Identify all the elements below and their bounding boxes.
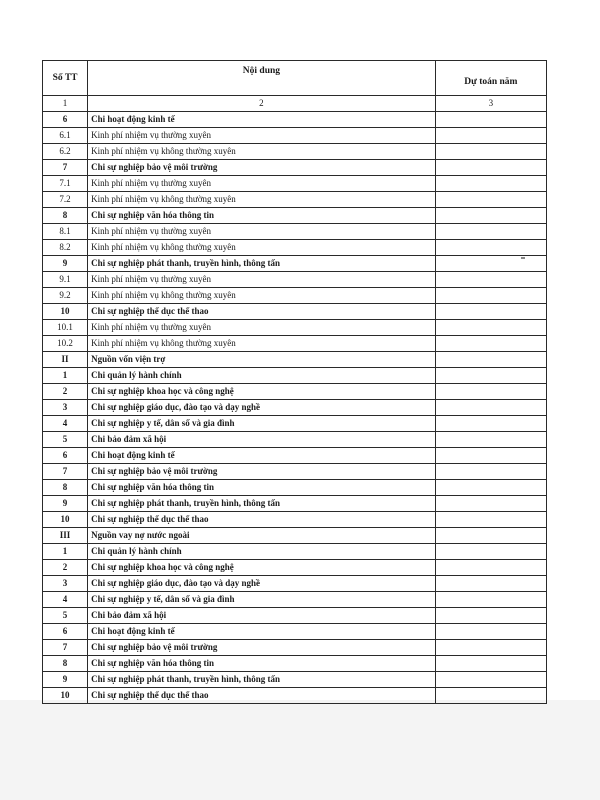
row-noi-dung: Chi sự nghiệp thể dục thể thao	[88, 304, 436, 320]
row-stt: 5	[43, 608, 88, 624]
row-noi-dung: Chi sự nghiệp khoa học và công nghệ	[88, 384, 436, 400]
row-stt: 6	[43, 112, 88, 128]
row-noi-dung: Chi sự nghiệp phát thanh, truyền hình, thông tấn	[88, 496, 436, 512]
header-noi-dung: Nội dung	[88, 61, 436, 96]
table-row	[43, 576, 547, 592]
row-du-toan	[435, 672, 546, 688]
row-stt: 8	[43, 208, 88, 224]
row-noi-dung: Chi sự nghiệp phát thanh, truyền hình, thông tấn	[88, 256, 436, 272]
row-noi-dung: Kinh phí nhiệm vụ thường xuyên	[88, 176, 436, 192]
row-noi-dung: Chi sự nghiệp y tế, dân số và gia đình	[88, 592, 436, 608]
table-row	[43, 144, 547, 160]
row-noi-dung: Kinh phí nhiệm vụ không thường xuyên	[88, 192, 436, 208]
row-stt: 2	[43, 560, 88, 576]
row-noi-dung: Kinh phí nhiệm vụ thường xuyên	[88, 272, 436, 288]
row-du-toan	[435, 336, 546, 352]
table-row	[43, 240, 547, 256]
table-row	[43, 352, 547, 368]
row-stt: 10.1	[43, 320, 88, 336]
row-stt: 10	[43, 304, 88, 320]
row-stt: 8	[43, 480, 88, 496]
table-row	[43, 208, 547, 224]
row-noi-dung: Chi sự nghiệp y tế, dân số và gia đình	[88, 416, 436, 432]
table-row	[43, 176, 547, 192]
row-stt: 7	[43, 640, 88, 656]
row-du-toan	[435, 192, 546, 208]
row-stt: 6.2	[43, 144, 88, 160]
row-noi-dung: Kinh phí nhiệm vụ thường xuyên	[88, 224, 436, 240]
row-noi-dung: Kinh phí nhiệm vụ thường xuyên	[88, 320, 436, 336]
row-stt: 10	[43, 688, 88, 704]
row-stt: 10	[43, 512, 88, 528]
row-du-toan	[435, 592, 546, 608]
row-noi-dung: Chi sự nghiệp thể dục thể thao	[88, 688, 436, 704]
row-stt: 7.1	[43, 176, 88, 192]
row-stt: 3	[43, 400, 88, 416]
row-stt: 1	[43, 544, 88, 560]
row-du-toan	[435, 464, 546, 480]
row-du-toan	[435, 560, 546, 576]
table-row	[43, 368, 547, 384]
row-noi-dung: Chi sự nghiệp văn hóa thông tin	[88, 208, 436, 224]
table-row	[43, 448, 547, 464]
row-noi-dung: Kinh phí nhiệm vụ không thường xuyên	[88, 288, 436, 304]
row-noi-dung: Kinh phí nhiệm vụ không thường xuyên	[88, 144, 436, 160]
table-row	[43, 320, 547, 336]
row-du-toan	[435, 256, 546, 272]
row-stt: 6	[43, 448, 88, 464]
row-du-toan	[435, 368, 546, 384]
row-du-toan	[435, 688, 546, 704]
row-noi-dung: Chi sự nghiệp văn hóa thông tin	[88, 656, 436, 672]
row-noi-dung: Chi hoạt động kinh tế	[88, 112, 436, 128]
table-row	[43, 336, 547, 352]
table-row	[43, 400, 547, 416]
table-row	[43, 688, 547, 704]
table-row	[43, 640, 547, 656]
row-du-toan	[435, 624, 546, 640]
row-noi-dung: Chi quản lý hành chính	[88, 544, 436, 560]
table-row	[43, 160, 547, 176]
row-noi-dung: Chi hoạt động kinh tế	[88, 624, 436, 640]
table-row	[43, 592, 547, 608]
row-du-toan	[435, 384, 546, 400]
row-stt: 3	[43, 576, 88, 592]
row-stt: 4	[43, 592, 88, 608]
row-du-toan	[435, 144, 546, 160]
row-stt: 2	[43, 384, 88, 400]
row-du-toan	[435, 656, 546, 672]
row-noi-dung: Chi sự nghiệp giáo dục, đào tạo và dạy nghề	[88, 400, 436, 416]
index-noi-dung: 2	[88, 96, 436, 112]
row-stt: 8	[43, 656, 88, 672]
row-stt: 9	[43, 256, 88, 272]
row-stt: 10.2	[43, 336, 88, 352]
row-du-toan	[435, 320, 546, 336]
row-stt: 7	[43, 464, 88, 480]
table-row	[43, 432, 547, 448]
row-noi-dung: Chi bảo đảm xã hội	[88, 608, 436, 624]
index-du-toan: 3	[435, 96, 546, 112]
row-stt: 9	[43, 672, 88, 688]
row-du-toan	[435, 416, 546, 432]
table-row	[43, 416, 547, 432]
row-stt: 9.1	[43, 272, 88, 288]
row-stt: 8.2	[43, 240, 88, 256]
table-row	[43, 304, 547, 320]
row-noi-dung: Kinh phí nhiệm vụ không thường xuyên	[88, 336, 436, 352]
table-row	[43, 624, 547, 640]
row-du-toan	[435, 576, 546, 592]
table-row	[43, 656, 547, 672]
row-noi-dung: Chi bảo đảm xã hội	[88, 432, 436, 448]
row-noi-dung: Chi sự nghiệp bảo vệ môi trường	[88, 160, 436, 176]
row-stt: 1	[43, 368, 88, 384]
row-noi-dung: Chi quản lý hành chính	[88, 368, 436, 384]
row-du-toan	[435, 304, 546, 320]
table-row	[43, 512, 547, 528]
row-du-toan	[435, 272, 546, 288]
row-stt: 4	[43, 416, 88, 432]
table-row	[43, 128, 547, 144]
row-stt: 8.1	[43, 224, 88, 240]
row-du-toan	[435, 528, 546, 544]
table-row	[43, 544, 547, 560]
table-row	[43, 384, 547, 400]
row-noi-dung: Chi sự nghiệp thể dục thể thao	[88, 512, 436, 528]
row-stt: 9.2	[43, 288, 88, 304]
row-stt: 6.1	[43, 128, 88, 144]
row-du-toan	[435, 208, 546, 224]
table-row	[43, 288, 547, 304]
table-row	[43, 256, 547, 272]
row-noi-dung: Chi sự nghiệp bảo vệ môi trường	[88, 464, 436, 480]
row-noi-dung: Chi sự nghiệp văn hóa thông tin	[88, 480, 436, 496]
table-row	[43, 112, 547, 128]
row-noi-dung: Chi hoạt động kinh tế	[88, 448, 436, 464]
row-stt: 5	[43, 432, 88, 448]
table-row	[43, 224, 547, 240]
row-stt: 7.2	[43, 192, 88, 208]
row-stt: 9	[43, 496, 88, 512]
header-du-toan: Dự toán năm	[435, 61, 546, 96]
row-noi-dung: Nguồn vốn viện trợ	[88, 352, 436, 368]
row-du-toan	[435, 288, 546, 304]
row-stt: III	[43, 528, 88, 544]
row-du-toan	[435, 640, 546, 656]
row-du-toan	[435, 400, 546, 416]
row-stt: II	[43, 352, 88, 368]
table-row	[43, 480, 547, 496]
table-row	[43, 192, 547, 208]
table-row	[43, 528, 547, 544]
row-du-toan	[435, 160, 546, 176]
row-noi-dung: Chi sự nghiệp bảo vệ môi trường	[88, 640, 436, 656]
row-du-toan	[435, 128, 546, 144]
row-stt: 7	[43, 160, 88, 176]
row-noi-dung: Kinh phí nhiệm vụ không thường xuyên	[88, 240, 436, 256]
scan-background	[0, 700, 600, 800]
row-du-toan	[435, 512, 546, 528]
row-du-toan	[435, 608, 546, 624]
row-noi-dung: Nguồn vay nợ nước ngoài	[88, 528, 436, 544]
row-noi-dung: Chi sự nghiệp giáo dục, đào tạo và dạy nghề	[88, 576, 436, 592]
row-du-toan	[435, 544, 546, 560]
index-stt: 1	[43, 96, 88, 112]
column-index-row	[43, 96, 547, 112]
header-row	[43, 61, 547, 96]
table-row	[43, 608, 547, 624]
table-row	[43, 464, 547, 480]
header-stt: Số TT	[43, 61, 88, 96]
table-row	[43, 272, 547, 288]
row-du-toan	[435, 480, 546, 496]
row-du-toan	[435, 448, 546, 464]
row-du-toan	[435, 432, 546, 448]
row-du-toan	[435, 352, 546, 368]
row-du-toan	[435, 112, 546, 128]
row-du-toan	[435, 496, 546, 512]
budget-table	[42, 60, 547, 704]
row-du-toan	[435, 240, 546, 256]
table-row	[43, 560, 547, 576]
row-noi-dung: Kinh phí nhiệm vụ thường xuyên	[88, 128, 436, 144]
row-du-toan	[435, 224, 546, 240]
row-stt: 6	[43, 624, 88, 640]
row-du-toan	[435, 176, 546, 192]
table-row	[43, 672, 547, 688]
table-row	[43, 496, 547, 512]
row-noi-dung: Chi sự nghiệp phát thanh, truyền hình, thông tấn	[88, 672, 436, 688]
row-noi-dung: Chi sự nghiệp khoa học và công nghệ	[88, 560, 436, 576]
